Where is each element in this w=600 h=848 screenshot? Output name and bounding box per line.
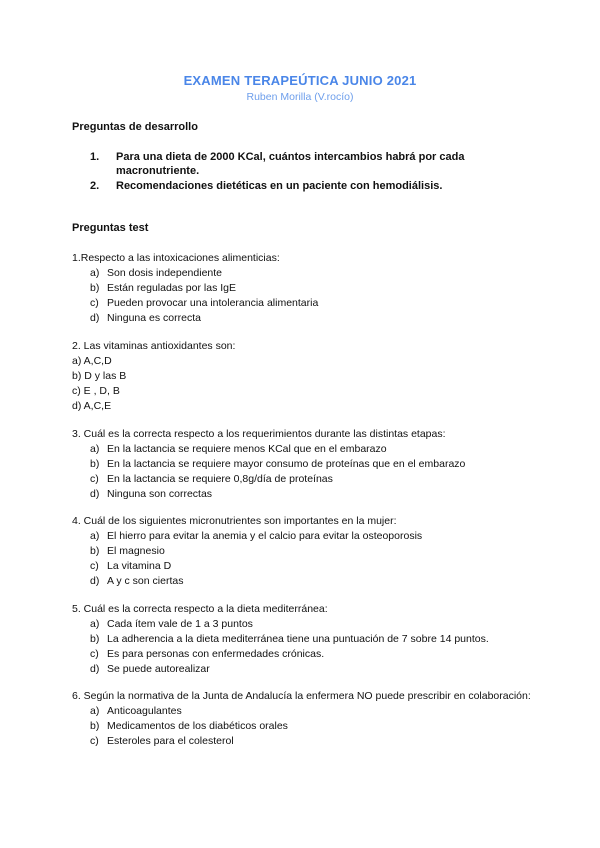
answer-option: c) E , D, B	[72, 385, 120, 397]
item-text: Recomendaciones dietéticas en un paciente con hemodiálisis.	[116, 180, 443, 192]
option-letter: a)	[90, 705, 100, 717]
development-item	[72, 179, 542, 193]
option-text: En la lactancia se requiere mayor consumo de proteínas que en el embarazo	[107, 458, 466, 470]
question-6	[72, 689, 542, 749]
option-text: Es para personas con enfermedades crónicas.	[107, 648, 325, 660]
answer-option	[72, 296, 542, 311]
option-text: En la lactancia se requiere 0,8g/día de proteínas	[107, 473, 333, 485]
development-item	[72, 150, 542, 178]
question-1	[72, 251, 542, 326]
option-letter: b)	[90, 282, 100, 294]
question-stem: 1.Respecto a las intoxicaciones alimenticias:	[72, 252, 280, 264]
answer-option	[72, 311, 542, 326]
answer-option	[72, 647, 542, 662]
option-text: A y c son ciertas	[107, 575, 184, 587]
answer-option	[72, 704, 542, 719]
option-text: Se puede autorealizar	[107, 663, 210, 675]
development-heading: Preguntas de desarrollo	[72, 121, 198, 133]
test-heading: Preguntas test	[72, 222, 149, 234]
option-letter: a)	[90, 618, 100, 630]
question-stem: 2. Las vitaminas antioxidantes son:	[72, 340, 236, 352]
development-list	[72, 150, 542, 194]
question-stem: 4. Cuál de los siguientes micronutrientes son importantes en la mujer:	[72, 515, 397, 527]
option-text: El magnesio	[107, 545, 165, 557]
option-text: Medicamentos de los diabéticos orales	[107, 720, 288, 732]
question-3	[72, 427, 542, 502]
question-4	[72, 514, 542, 589]
answer-option: d) A,C,E	[72, 400, 112, 412]
answer-option	[72, 529, 542, 544]
option-letter: c)	[90, 648, 99, 660]
answer-option	[72, 574, 542, 589]
option-letter: b)	[90, 633, 100, 645]
option-text: La vitamina D	[107, 560, 172, 572]
option-text: El hierro para evitar la anemia y el calcio para evitar la osteoporosis	[107, 530, 423, 542]
option-letter: c)	[90, 473, 99, 485]
option-letter: d)	[90, 575, 100, 587]
answer-option	[72, 487, 542, 502]
item-number: 2.	[90, 180, 100, 192]
question-stem: 5. Cuál es la correcta respecto a la dieta mediterránea:	[72, 603, 328, 615]
answer-option: a) A,C,D	[72, 355, 112, 367]
answer-option	[72, 734, 542, 749]
option-letter: c)	[90, 297, 99, 309]
question-5	[72, 602, 542, 677]
answer-option	[72, 472, 542, 487]
item-text: Para una dieta de 2000 KCal, cuántos intercambios habrá por cada macronutriente.	[116, 151, 465, 177]
option-text: Están reguladas por las IgE	[107, 282, 236, 294]
item-number: 1.	[90, 151, 100, 163]
exam-title: EXAMEN TERAPEÚTICA JUNIO 2021	[183, 73, 417, 88]
option-letter: d)	[90, 488, 100, 500]
option-letter: d)	[90, 312, 100, 324]
answer-option	[72, 457, 542, 472]
question-stem: 6. Según la normativa de la Junta de Andalucía la enfermera NO puede prescribir en colaboración:	[72, 690, 531, 702]
option-text: La adherencia a la dieta mediterránea tiene una puntuación de 7 sobre 14 puntos.	[107, 633, 489, 645]
answer-option	[72, 442, 542, 457]
option-letter: c)	[90, 560, 99, 572]
option-letter: a)	[90, 267, 100, 279]
option-text: En la lactancia se requiere menos KCal que en el embarazo	[107, 443, 387, 455]
answer-option	[72, 559, 542, 574]
answer-option	[72, 719, 542, 734]
option-letter: c)	[90, 735, 99, 747]
option-letter: a)	[90, 530, 100, 542]
option-letter: d)	[90, 663, 100, 675]
question-stem: 3. Cuál es la correcta respecto a los requerimientos durante las distintas etapas:	[72, 428, 446, 440]
option-text: Ninguna es correcta	[107, 312, 201, 324]
option-letter: b)	[90, 720, 100, 732]
exam-subtitle: Ruben Morilla (V.rocío)	[246, 91, 354, 103]
option-letter: b)	[90, 458, 100, 470]
answer-option	[72, 632, 542, 647]
option-text: Esteroles para el colesterol	[107, 735, 234, 747]
option-letter: b)	[90, 545, 100, 557]
option-text: Pueden provocar una intolerancia alimentaria	[107, 297, 319, 309]
question-2	[72, 339, 542, 414]
option-letter: a)	[90, 443, 100, 455]
answer-option: b) D y las B	[72, 370, 127, 382]
answer-option	[72, 544, 542, 559]
answer-option	[72, 662, 542, 677]
option-text: Ninguna son correctas	[107, 488, 213, 500]
option-text: Cada ítem vale de 1 a 3 puntos	[107, 618, 253, 630]
option-text: Anticoagulantes	[107, 705, 182, 717]
option-text: Son dosis independiente	[107, 267, 223, 279]
answer-option	[72, 281, 542, 296]
answer-option	[72, 617, 542, 632]
answer-option	[72, 266, 542, 281]
